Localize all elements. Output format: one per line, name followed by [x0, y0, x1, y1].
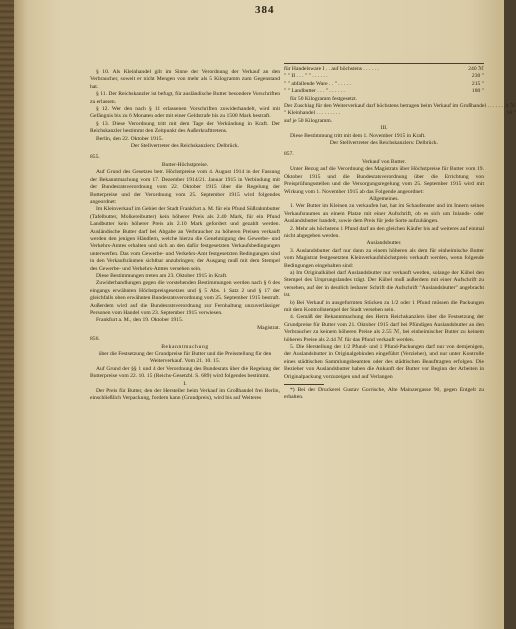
table-row: Der Zuschlag für den Weiterverkauf darf höchstens betragen beim Verkauf im Großhandel . . . . . . . 4 ℳ [284, 103, 516, 110]
left-column [90, 69, 280, 403]
price-table [284, 66, 484, 96]
heading: Allgemeines. [369, 195, 399, 202]
page-number: 384 [255, 4, 275, 16]
signature-line: Der Stellvertreter des Reichskanzlers: Delbrück. [329, 140, 439, 147]
paragraph: Unter Bezug auf die Verordnung des Magistrats über Höchstpreise für Butter vom 19. Oktober 1915 und die Bundesratsverordnung über die Errichtung von Preisprüfungsstellen und die Versorgungsregelung vom 25. September 1915 wird mit Wirkung vom 1. November 1915 ab das Folgende angeordnet: [284, 166, 484, 195]
section-title: Bekanntmachung [161, 343, 209, 350]
paragraph: Diese Bestimmungen treten am 23. Oktober 1915 in Kraft. [96, 272, 228, 279]
part-number: I. [183, 380, 187, 387]
table-row: " " Landbutter . . . " . . . . . . 180 " [284, 88, 484, 95]
paragraph: Auf Grund der §§ 1 und 4 der Verordnung des Bundesrats über die Regelung der Butterpreise vom 22. 10. 15 (Reichs-Gesetzbl. S. 689) wird folgendes bestimmt. [90, 365, 280, 380]
table-row: " " abfallende Ware . . " . . . . . 215 " [284, 80, 484, 87]
section-title: Butter-Höchstpreise. [161, 161, 209, 168]
table-row: für Handelsware I . . auf höchstens . . . . . . 240 ℳ [284, 66, 484, 72]
paragraph: Im Kleinverkauf im Gebiet der Stadt Frankfurt a. M. für ein Pfund Süßrahmbutter (Tafelbutter, Molkereibutter) kein höherer Preis als 2.40 Mark, für ein Pfund Landbutter kein höherer Preis als 2.10 Mark gefordert und gezahlt werden. Ausländische Butter darf bei Abgabe an Verbraucher zu höheren Preisen verkauft werden den jenigen Händlern, welche hierzu die Genehmigung des Gewerbe- und Verkehrs-Amtes erhalten und sich an den dafür festgesetzten Verkaufsbedingungen unterwerfen. Das vom Gewerbe- und Verkehrs-Amt festgesetzten Bedingungen sind in den Verkaufsräumen sichtbar anzubringen; der Ausgang muß mit dem Stempel des Gewerbe- und Verkehrs-Amtes versehen sein. [90, 206, 280, 272]
paragraph: 5. Die Herstellung der 1/2 Pfund- und 1 Pfund-Packungen darf nur von demjenigen, der Auslandsbutter in Originalgebinden eingeführt (Verzieher), und nur unter Kontrolle eines städtischen Sammlungsbeamten oder des städtischen Beauftragten erfolgen. Die Bezieher von Auslandsbutter haben die Ankunft der Butter vor Beginn der Arbeiten in Originalpackung vorzuzeigen und auf Verlangen [284, 344, 484, 380]
footnote: *) Bei der Druckerei Gustav Gorrische, Alte Mainzergasse 90, gegen Entgelt zu erhalten. [284, 387, 484, 401]
heading: Auslandsbutter. [366, 240, 402, 247]
paragraph: § 13. Diese Verordnung tritt mit dem Tage der Verkündung in Kraft. Der Reichskanzler bestimmt den Zeitpunkt des Außerkrafttretens. [90, 120, 280, 135]
paragraph: Diese Bestimmung tritt mit dem 1. November 1915 in Kraft. [290, 132, 426, 139]
paragraph: Zuwiderhandlungen gegen die vorstehenden Bestimmungen werden nach § 6 des eingangs erwähnten Höchstpreisgesetzes und § 5 Abs. 1 Satz 2 und § 17 der gleichfalls oben erwähnten Bundesratsverordnung vom 25. September 1915 bestraft. Außerdem wird auf die Bundesratsverordnung zur Fernhaltung unzuverlässiger Personen vom Handel vom 23. September 1915 verwiesen. [90, 280, 280, 316]
paragraph: 2. Mehr als höchstens 1 Pfund darf an den gleichen Käufer bis auf weiteres auf einmal nicht abgegeben werden. [284, 225, 484, 239]
paragraph: für 50 Kilogramm festgesetzt. [290, 95, 358, 102]
table-row: " Kleinhandel . . . . . . . . . 10 " [284, 110, 516, 117]
paragraph: Der Preis für Butter, den der Hersteller beim Verkauf im Großhandel frei Berlin, einschließlich Verpackung, fordern kann (Grundpreis), wird bis auf Weiteres [90, 388, 280, 402]
table-row: " " II . . . " " . . . . . . 230 " [284, 73, 484, 80]
right-column [284, 66, 516, 402]
paragraph: § 12. Wer den nach § 11 erlassenen Vorschriften zuwiderhandelt, wird mit Gefängnis bis zu 6 Monaten oder mit einer Geldstrafe bis zu 1500 Mark bestraft. [90, 106, 280, 120]
top-rule [284, 63, 484, 64]
book-binding-edge [0, 0, 14, 629]
section-number: 856. [90, 336, 100, 343]
paragraph: § 11. Der Reichskanzler ist befugt, für ausländische Butter besondere Vorschriften zu erlassen. [90, 91, 280, 105]
surcharge-table [284, 103, 516, 118]
paragraph: § 10. Als Kleinhandel gilt im Sinne der Verordnung der Verkauf an den Verbraucher, soweit er nicht Mengen von mehr als 5 Kilogramm zum Gegenstand hat. [90, 69, 280, 90]
paragraph: Auf Grund des Gesetzes betr. Höchstpreise vom 4. August 1914 in der Fassung der Bekanntmachung vom 17. Dezember 1914/21. Januar 1915 in Verbindung mit der Bundesratsverordnung vom 22. Oktober 1915 über die Regelung der Butterpreise und der Verordnung vom 25. September 1915 wird folgendes angeordnet: [90, 169, 280, 205]
section-number: 857. [284, 151, 294, 158]
dateline: Berlin, den 22. Oktober 1915. [96, 135, 163, 142]
paragraph: auf je 50 Kilogramm. [284, 117, 333, 124]
part-number: III. [380, 125, 388, 132]
section-number: 855. [90, 154, 100, 161]
paragraph: a) Im Originalkübel darf Auslandsbutter nur verkauft werden, solange der Kübel den Stempel des Ursprungslandes trägt. Der Kübel muß außerdem mit einer Aufschrift zu versehen, auf der in deutlich lesbarer Schrift die Aufschrift "Auslandsbutter" angebracht ist. [284, 269, 484, 299]
paragraph: 4. Gemäß der Bekanntmachung des Herrn Reichskanzlers über die Festsetzung der Grundpreise für Butter vom 21. Oktober 1915 darf bei Pfündigen Auslandsbutter an den Verbraucher zu keinem höheren Preise als 2.55 ℳ, bei einheimischer Butter zu keinem höheren Preise als 2.44 ℳ für das Pfund verkauft werden. [284, 314, 484, 343]
footnote-rule [284, 384, 324, 385]
paragraph: b) Bei Verkauf in ausgeformten Stücken zu 1/2 oder 1 Pfund müssen die Packungen mit dem Kontrollstempel der Stadt versehen sein. [284, 299, 484, 313]
section-title: Verkauf von Butter. [362, 158, 406, 165]
paragraph: 3. Auslandsbutter darf nur dann zu einem höheren als dem für einheimische Butter vom Magistrat festgesetzten Kleinverkaufshöchstpreis verkauft werden, wenn folgende Bedingungen eingehalten sind: [284, 247, 484, 269]
dateline: Frankfurt a. M., den 19. Oktober 1915. [96, 317, 184, 324]
section-subtitle: über die Festsetzung der Grundpreise für Butter und die Preisstellung für den Weiterverkauf. Vom 21. 10. 15. [98, 351, 272, 365]
paragraph: 1. Wer Butter im Kleinen zu verkaufen hat, hat im Schaufenster und im Innern seines Verkaufsraumes an einem Platze mit einer Aufschrift, ob es sich um Inlands- oder Auslandsbutter handelt, sowie dem Preis für jede Sorte aufzuhängen. [284, 203, 484, 225]
signature-line: Der Stellvertreter des Reichskanzlers: Delbrück. [130, 143, 240, 150]
signature-line: Magistrat. [257, 324, 280, 331]
